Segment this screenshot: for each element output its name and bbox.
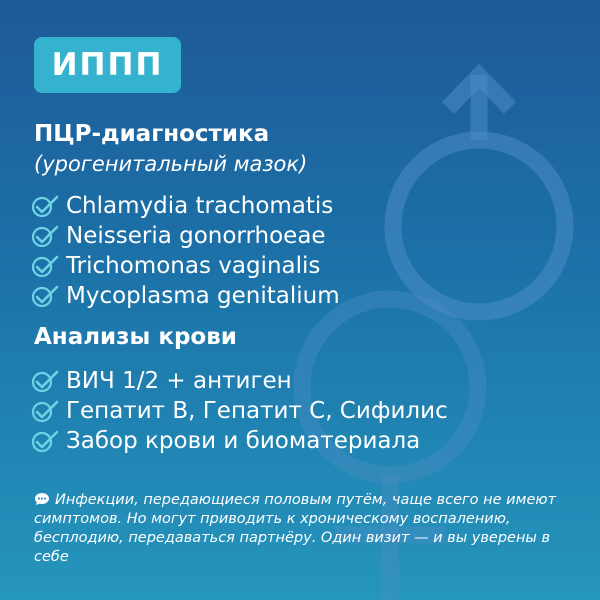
- check-icon: [30, 429, 60, 453]
- blood-test-list: [30, 366, 448, 456]
- list-item: [30, 281, 340, 311]
- pcr-subtitle: (урогенитальный мазок): [34, 152, 308, 176]
- check-icon: [30, 369, 60, 393]
- list-item-label: Trichomonas vaginalis: [66, 253, 321, 279]
- list-item: [30, 251, 340, 281]
- list-item-label: Гепатит В, Гепатит С, Сифилис: [66, 398, 448, 424]
- pcr-test-list: [30, 191, 340, 311]
- list-item: [30, 366, 448, 396]
- check-icon: [30, 254, 60, 278]
- list-item: [30, 221, 340, 251]
- check-icon: [30, 224, 60, 248]
- blood-heading: Анализы крови: [34, 324, 237, 350]
- note-text: Инфекции, передающиеся половым путём, чаще всего не имеют симптомов. Но могут приводить к хроническому воспалению, бесплодию, передаваться партнёру. Один визит — и вы уверены в себе: [34, 492, 557, 565]
- list-item-label: Chlamydia trachomatis: [66, 193, 334, 219]
- list-item-label: Забор крови и биоматериала: [66, 428, 421, 454]
- category-badge: ИППП: [34, 37, 181, 93]
- list-item: [30, 426, 448, 456]
- list-item-label: ВИЧ 1/2 + антиген: [66, 368, 292, 394]
- list-item: [30, 191, 340, 221]
- check-icon: [30, 194, 60, 218]
- info-note: [34, 491, 574, 567]
- check-icon: [30, 284, 60, 308]
- check-icon: [30, 399, 60, 423]
- pcr-heading: ПЦР-диагностика: [34, 121, 270, 147]
- male-symbol-icon: [393, 75, 565, 312]
- list-item-label: Mycoplasma genitalium: [66, 283, 340, 309]
- list-item: [30, 396, 448, 426]
- list-item-label: Neisseria gonorrhoeae: [66, 223, 326, 249]
- speech-bubble-icon: [34, 492, 50, 506]
